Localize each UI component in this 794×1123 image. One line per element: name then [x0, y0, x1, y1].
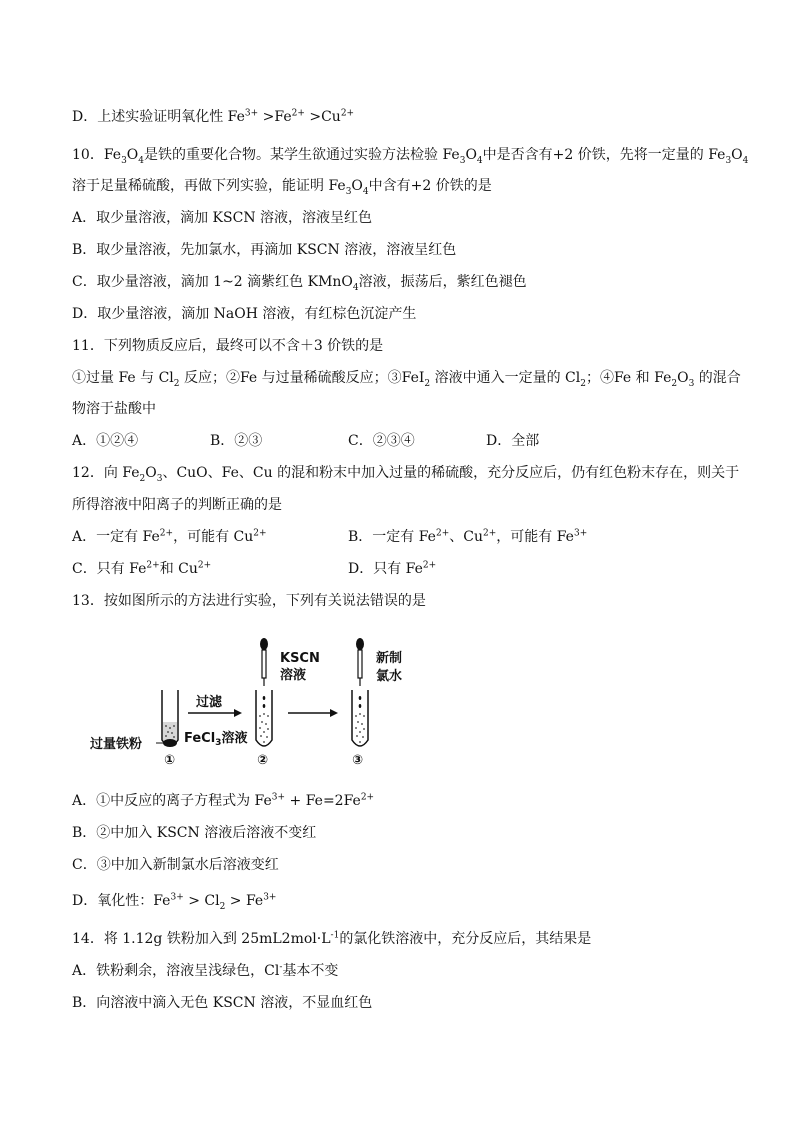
tube-2-number: ② — [257, 753, 269, 768]
q13-option-d: D．氧化性：$Fe^{3+} > Cl_2 > Fe^{3+}$ — [72, 892, 277, 912]
fecl3-label: FeCl$_3$溶液 — [184, 731, 248, 748]
q11-option-a: A．①②④ — [72, 433, 139, 449]
q13-option-c: C．③中加入新制氯水后溶液变红 — [72, 857, 279, 873]
q10-option-c: C．取少量溶液，滴加 1~2 滴紫红色 KMnO$_4$溶液，振荡后，紫红色褪色 — [72, 274, 527, 293]
chlorine-water-label: 氯水 — [376, 669, 403, 684]
q14-stem: 14．将 1.12g 铁粉加入到 $25mL2mol\cdot L^{-1}$的氯化铁溶液中，充分反应后，其结果是 — [72, 930, 592, 947]
q12-stem-line2: 所得溶液中阳离子的判断正确的是 — [72, 497, 282, 513]
experiment-diagram — [84, 630, 444, 770]
q12-option-b: B．一定有 $Fe^{2+}$、$Cu^{2+}$，可能有 $Fe^{3+}$ — [348, 528, 588, 545]
q11-body-line1: ①过量 Fe 与 $Cl_2$ 反应；②Fe 与过量稀硫酸反应；③FeI$_2$ 溶液中通入一定量的 $Cl_2$；④Fe 和 $Fe_2O_3$ 的混合 — [72, 370, 741, 389]
q10-stem-line1: 10．$Fe_3O_4$是铁的重要化合物。某学生欲通过实验方法检验 $Fe_3O_4$中是否含有+2 价铁，先将一定量的 $Fe_3O_4$ — [72, 147, 749, 166]
q12-option-d: D．只有 $Fe^{2+}$ — [348, 560, 437, 577]
q12-option-c: C．只有 $Fe^{2+}$和 $Cu^{2+}$ — [72, 560, 212, 577]
q11-option-c: C．②③④ — [348, 433, 415, 449]
q11-stem: 11．下列物质反应后，最终可以不含＋3 价铁的是 — [72, 338, 384, 354]
q13-option-b: B．②中加入 KSCN 溶液后溶液不变红 — [72, 825, 317, 841]
q10-option-d: D．取少量溶液，滴加 NaOH 溶液，有红棕色沉淀产生 — [72, 306, 417, 322]
q14-option-b: B．向溶液中滴入无色 KSCN 溶液，不显血红色 — [72, 995, 373, 1011]
q10-option-a: A．取少量溶液，滴加 KSCN 溶液，溶液呈红色 — [72, 210, 373, 226]
tube-1-number: ① — [164, 753, 176, 768]
tube-3-number: ③ — [352, 753, 364, 768]
kscn-label: KSCN — [280, 651, 320, 666]
q10-stem-line2: 溶于足量稀硫酸，再做下列实验，能证明 $Fe_3O_4$中含有+2 价铁的是 — [72, 178, 492, 197]
q9-option-d: D．上述实验证明氧化性 $Fe^{3+} >Fe^{2+} >Cu^{2+}$ — [72, 108, 355, 125]
kscn-solution-label: 溶液 — [280, 668, 307, 683]
q13-stem: 13．按如图所示的方法进行实验，下列有关说法错误的是 — [72, 593, 426, 609]
q13-option-a: A．①中反应的离子方程式为 $Fe^{3+} + Fe=2Fe^{2+}$ — [72, 792, 375, 809]
iron-powder-label: 过量铁粉 — [90, 737, 143, 752]
q11-option-d: D．全部 — [486, 433, 540, 449]
q12-stem-line1: 12．向 $Fe_2O_3$、CuO、Fe、Cu 的混和粉末中加入过量的稀硫酸，充分反应后，仍有红色粉末存在，则关于 — [72, 465, 740, 484]
filter-label: 过滤 — [196, 695, 223, 710]
q11-option-b: B．②③ — [210, 433, 263, 449]
q12-option-a: A．一定有 $Fe^{2+}$，可能有 $Cu^{2+}$ — [72, 528, 267, 545]
q10-option-b: B．取少量溶液，先加氯水，再滴加 KSCN 溶液，溶液呈红色 — [72, 242, 457, 258]
transfer-arrowhead — [330, 709, 338, 717]
fresh-label: 新制 — [376, 651, 403, 666]
q14-option-a: A．铁粉剩余，溶液呈浅绿色，Cl-基本不变 — [72, 962, 339, 979]
dropper-2 — [356, 638, 364, 708]
q11-body-line2: 物溶于盐酸中 — [72, 401, 156, 417]
dropper-1 — [260, 638, 268, 708]
test-tube-1 — [162, 690, 178, 747]
filter-arrowhead — [234, 709, 242, 717]
